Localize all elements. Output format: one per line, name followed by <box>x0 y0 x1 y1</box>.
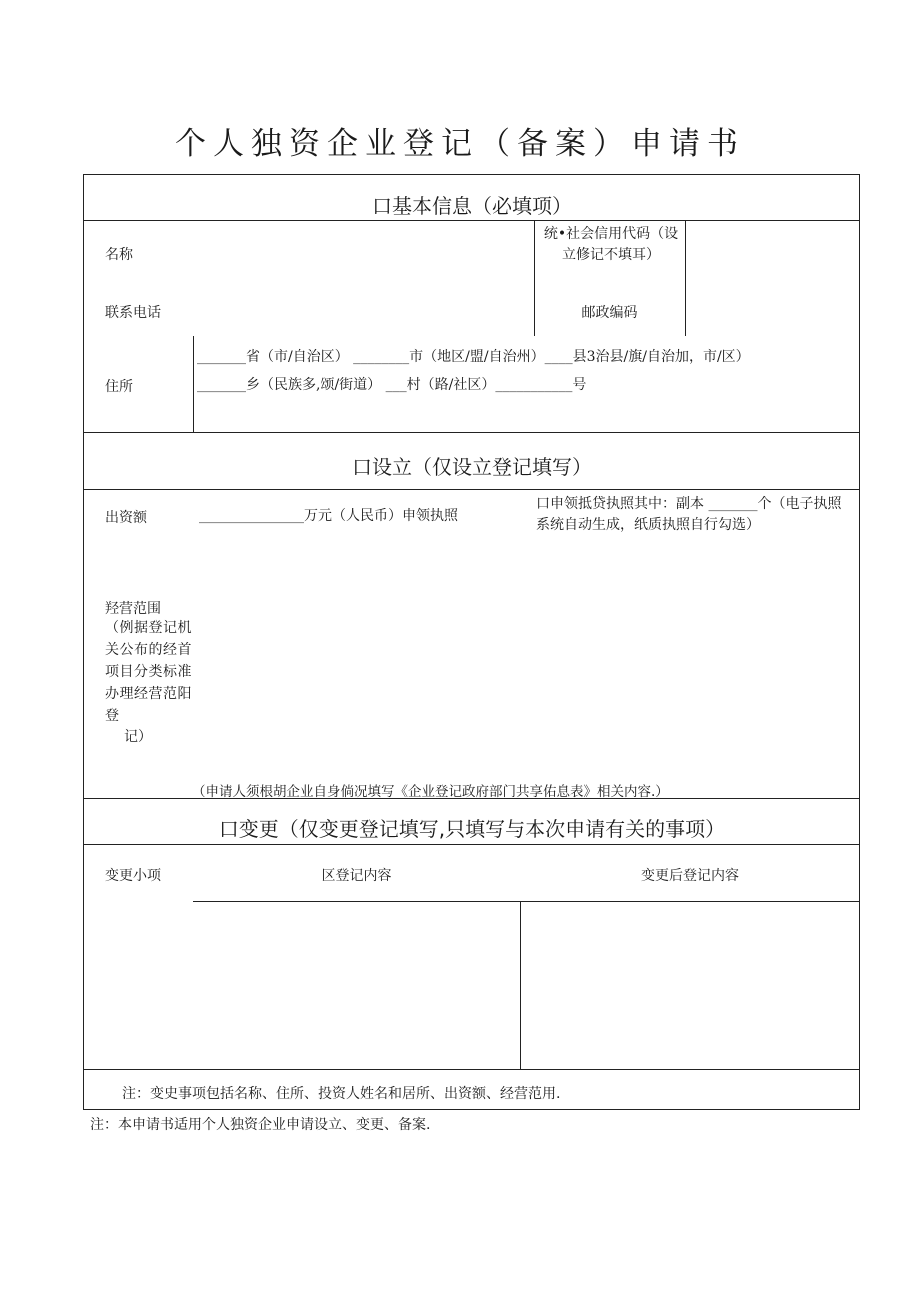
section-header-establish: 口设立（仅设立登记填写） <box>352 455 592 479</box>
credit-code-field[interactable] <box>690 224 855 284</box>
name-label: 名称 <box>105 247 133 263</box>
business-scope-hint-tail: 记） <box>124 729 152 745</box>
before-content-label: 区登记内容 <box>321 868 392 884</box>
divider <box>193 901 860 902</box>
business-scope-note: （申请人须根胡企业自身倘况填写《企业登记政府部门共享佑息表》相关内容.） <box>192 784 669 800</box>
divider <box>83 432 860 433</box>
after-content-label: 变更后登记内容 <box>641 868 739 884</box>
capital-label: 出资额 <box>105 510 147 526</box>
license-copies-note: 口申领抵贷执照其中：副本 _______个（电子执照系统自动生成，纸质执照自行勾选） <box>536 496 842 533</box>
change-item-label: 变更小项 <box>105 868 161 884</box>
divider <box>685 220 686 336</box>
address-label: 住所 <box>105 379 133 395</box>
phone-label: 联系电话 <box>105 305 161 321</box>
capital-field[interactable]: _______________万元（人民币）申领执照 <box>199 508 458 524</box>
section-header-basic: 口基本信息（必填项） <box>372 194 572 218</box>
page-title: 个人独资企业登记（备案）申请书 <box>175 126 745 162</box>
business-scope-field[interactable] <box>200 545 850 765</box>
divider <box>83 489 860 490</box>
postal-code-field[interactable] <box>690 290 855 330</box>
divider <box>520 901 521 1069</box>
business-scope-label: 羟营范围 <box>105 601 161 617</box>
phone-field[interactable] <box>175 290 525 330</box>
name-field[interactable] <box>140 226 525 276</box>
credit-code-label: 统•社会信用代码（设立修记不填耳） <box>543 226 679 263</box>
business-scope-hint: （例据登记机关公布的经首项目分类标准办理经营范阳登 <box>105 620 192 724</box>
address-line-1[interactable]: _______省（市/自治区） ________市（地区/盟/自治州）____县3治县/旗/自治加，市/区） <box>197 349 750 365</box>
divider <box>83 798 860 799</box>
section-header-change: 口变更（仅变更登记填写,只填写与本次申请有关的事项） <box>218 817 726 841</box>
after-content-field[interactable] <box>524 905 856 1065</box>
change-note: 注：变史事项包括名称、住所、投资人姓名和居所、出资额、经营范用. <box>122 1086 561 1102</box>
divider <box>83 220 860 221</box>
divider <box>193 336 194 432</box>
divider <box>83 844 860 845</box>
before-content-field[interactable] <box>196 905 516 1065</box>
divider <box>83 1069 860 1070</box>
address-line-2[interactable]: _______乡（民族多,颂/街道） ___村（路/社区）___________号 <box>197 377 587 393</box>
footer-note: 注：本申请书适用个人独资企业申请设立、变更、备案. <box>90 1117 431 1133</box>
postal-code-label: 邮政编码 <box>581 305 638 321</box>
